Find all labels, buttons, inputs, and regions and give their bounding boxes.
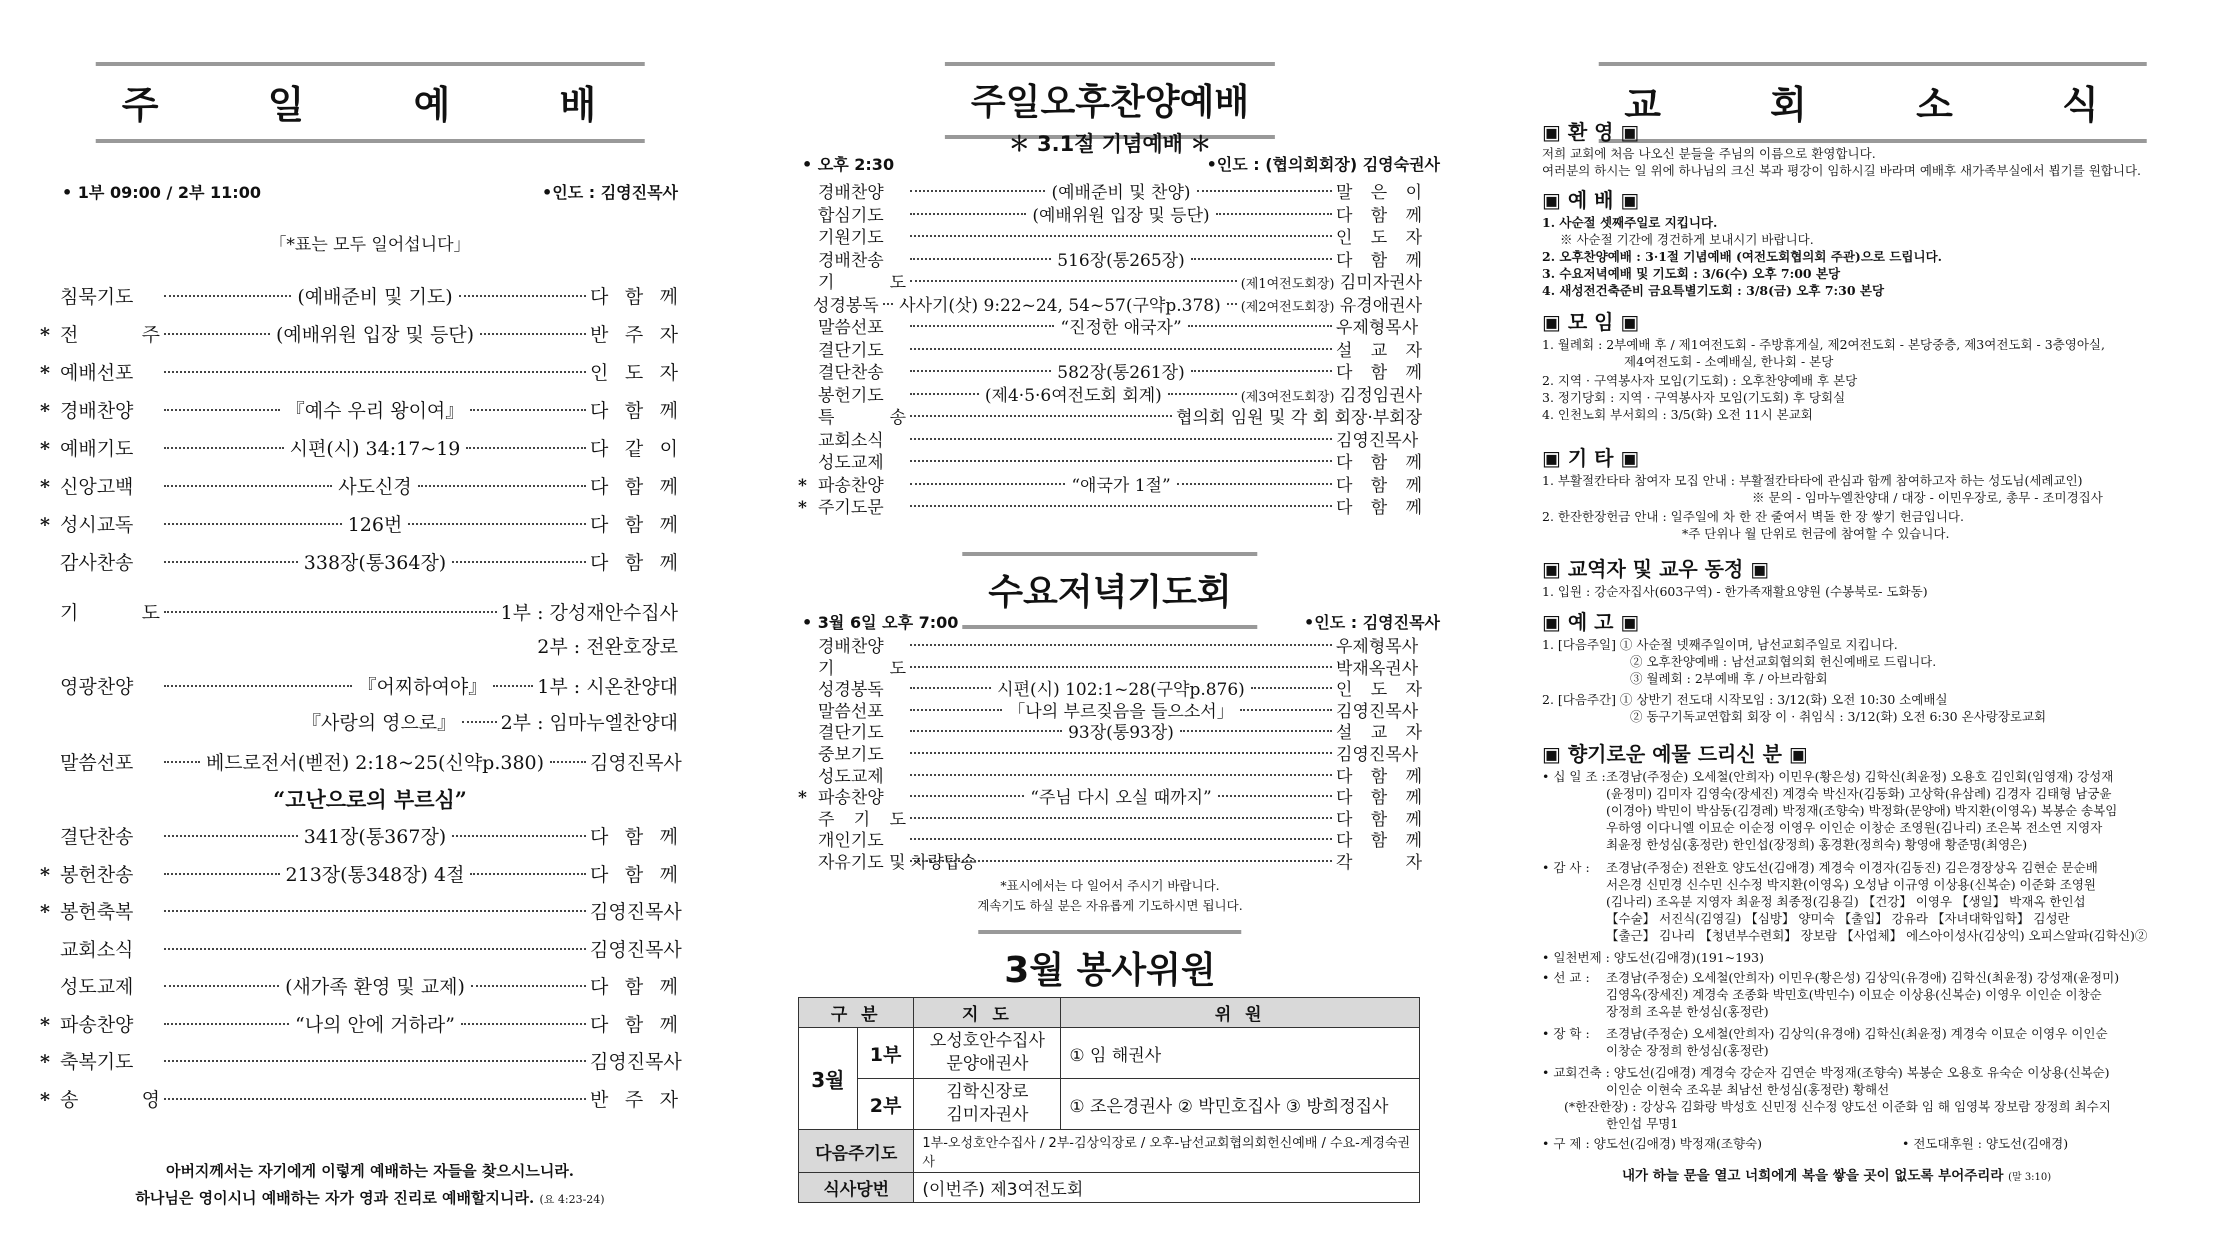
order-person: 각 자	[1336, 853, 1422, 873]
order-detail: 『예수 우리 왕이여』	[285, 400, 465, 422]
order-row	[798, 848, 1422, 873]
order-label: 축복기도	[60, 1051, 134, 1073]
news-line: 2. 오후찬양예배 : 3·1절 기념예배 (여전도회협의회 주관)으로 드립니다.	[1542, 249, 1943, 264]
order-person: 김영진목사	[590, 1051, 682, 1073]
order-label: 경배찬양	[818, 183, 884, 203]
order-label: 기 도	[818, 273, 906, 293]
order-person: 다 함 께	[590, 400, 678, 422]
order-label: 예배선포	[60, 362, 134, 384]
order-label: 결단찬송	[818, 363, 884, 383]
order-row	[40, 510, 678, 537]
news-line: 조경남(주정순) 오세철(안희자) 김상익(유경애) 김학신(최윤정) 계경숙 이묘순 이영우 이인순	[1606, 1026, 2108, 1041]
news-verse-ref: (말 3:10)	[2008, 1172, 2052, 1183]
order-person: 다 함 께	[590, 476, 679, 498]
news-line: 1. [다음주일] ① 사순절 넷째주일이며, 남선교회주일로 지킵니다.	[1542, 637, 1898, 652]
news-line: • 십 일 조 :	[1542, 769, 1606, 784]
order-person: 우제형목사	[1336, 637, 1419, 657]
order-person: 김영진목사	[590, 938, 682, 961]
order-person: 다 함 께	[590, 826, 679, 848]
order-row-choir-2	[300, 708, 678, 735]
choir-first: 1부 : 시온찬양대	[537, 676, 678, 698]
table-row: 2부 김학신장로 김미자권사 ① 조은경권사 ② 박민호집사 ③ 방희정집사	[799, 1079, 1420, 1130]
stand-mark: *	[40, 1051, 50, 1073]
order-detail: “진정한 애국자”	[1060, 318, 1182, 338]
news-line: 제4여전도회 - 소예배실, 한나회 - 본당	[1624, 354, 1834, 369]
order-label: 송 영	[60, 1088, 160, 1111]
order-label: 말씀선포	[818, 701, 884, 722]
news-line: 우하영 이다니엘 이묘순 이순정 이영우 이인순 이창순 조영원(김나리) 조은복 전소연 지영자	[1606, 820, 2103, 835]
order-row	[40, 935, 682, 962]
news-line: *주 단위나 월 단위로 헌금에 참여할 수 있습니다.	[1682, 526, 1950, 541]
order-row	[40, 282, 678, 309]
news-line: 1. 부활절칸타타 참여자 모집 안내 : 부활절칸타타에 관심과 함께 참여하고자 하는 성도님(세례교인)	[1542, 473, 2083, 488]
order-person: 다 함 께	[590, 863, 678, 886]
order-label: 기 도	[818, 658, 906, 679]
order-person: 다 함 께	[590, 1013, 679, 1036]
news-line: ② 동구기독교연합회 회장 이 · 취임식 : 3/12(화) 오전 6:30 온사랑장로교회	[1630, 709, 2047, 724]
stand-mark: *	[40, 324, 50, 346]
news-line: (윤정미) 김미자 김영숙(장세진) 계경숙 박신자(김동화) 고상학(유삼례) 김경자 김태형 남궁윤	[1606, 786, 2112, 801]
order-row	[798, 381, 1422, 406]
order-detail: 사사기(삿) 9:22~24, 54~57(구약p.378)	[899, 295, 1221, 316]
order-detail: 사도신경	[338, 476, 412, 498]
order-row-prayer	[40, 598, 678, 625]
order-label: 경배찬양	[818, 637, 884, 657]
order-row	[798, 291, 1422, 316]
news-line: • 교회건축 : 양도선(김애경) 계경숙 강순자 김연순 박정재(조향숙) 복봉순 오용호 유숙순 이상용(신복순)	[1542, 1065, 2110, 1080]
order-row	[798, 493, 1422, 518]
order-detail: “주님 다시 오실 때까지”	[1030, 788, 1212, 809]
order-label: 자유기도 및 차량탑승	[818, 853, 977, 873]
sermon-preacher: 김영진목사	[590, 752, 682, 774]
order-row	[40, 1010, 678, 1037]
order-label: 말씀선포	[818, 318, 884, 338]
order-person: (제2여전도회장) 유경애권사	[1240, 295, 1422, 316]
order-label: 성도교제	[60, 976, 134, 998]
order-label: 봉헌축복	[60, 901, 134, 923]
servers-table	[798, 997, 1420, 1203]
order-person: 다 함 께	[1336, 453, 1422, 473]
order-label: 성도교제	[818, 453, 884, 473]
news-line: (*한잔한장) : 강상옥 김화랑 박성호 신민정 신수정 양도선 이준화 임 해 임영복 장보람 장정희 최수지	[1564, 1099, 2111, 1114]
order-person: 말 은 이	[1336, 183, 1422, 203]
order-detail: 213장(통348장) 4절	[285, 863, 465, 886]
order-label: 결단기도	[818, 723, 884, 744]
order-label: 봉헌기도	[818, 385, 884, 406]
order-row	[798, 201, 1422, 226]
order-detail: 시편(시) 102:1~28(구약p.876)	[997, 680, 1245, 701]
order-person: 박재옥권사	[1336, 658, 1419, 679]
order-row	[40, 548, 678, 575]
order-row	[798, 246, 1422, 271]
sermon-title: “고난으로의 부르심”	[273, 787, 467, 812]
news-line: 조경남(주정순) 오세철(안희자) 이민우(황은성) 김상익(유경애) 김학신(최윤정) 강성재(윤정미)	[1606, 970, 2120, 985]
order-person: 설 교 자	[1336, 340, 1422, 361]
order-person: 인 도 자	[1336, 680, 1422, 701]
order-row	[40, 1047, 682, 1074]
news-line: 조경남(주정순) 전완호 양도선(김애경) 계경숙 이경자(김동진) 김은경장상옥 김현순 문순배	[1606, 860, 2098, 875]
news-line: (이경아) 박민이 박삼동(김경례) 박정재(조향숙) 박정화(문양애) 박지환(이영옥) 복봉순 송복임	[1606, 803, 2118, 818]
news-line: 김영옥(장세진) 계경숙 조종화 박민호(박민수) 이묘순 이상용(신복순) 이영우 이인순 이창순	[1606, 987, 2102, 1002]
news-line: ※ 사순절 기간에 경건하게 보내시기 바랍니다.	[1560, 232, 1814, 247]
order-detail: 시편(시) 34:17~19	[289, 438, 461, 460]
order-person: 다 함 께	[1336, 766, 1422, 787]
news-line: (김나리) 조옥분 지영자 최윤정 최종정(김용길) 【건강】 이영우 【생일】 박재옥 한인섭	[1606, 894, 2086, 909]
news-line: • 선 교 :	[1542, 970, 1590, 985]
order-label: 개인기도	[818, 831, 884, 852]
news-line: • 감 사 :	[1542, 860, 1590, 875]
news-line: 4. 새성전건축준비 금요특별기도회 : 3/8(금) 오후 7:30 본당	[1542, 283, 1885, 298]
order-row	[798, 336, 1422, 361]
closing-verse-2: 하나님은 영이시니 예배하는 자가 영과 진리로 예배할지니라. (요 4:23-24)	[135, 1189, 605, 1207]
order-label: 주 기 도	[818, 809, 906, 830]
order-label: 성경봉독	[818, 680, 884, 701]
wednesday-note-2: 계속기도 하실 분은 자유롭게 기도하시면 됩니다.	[977, 898, 1243, 913]
news-line: • 구 제 : 양도선(김애경) 박정재(조향숙)	[1542, 1136, 1763, 1151]
stand-mark: *	[798, 475, 807, 496]
news-line: 2. [다음주간] ① 상반기 전도대 시작모임 : 3/12(화) 오전 10:30 소예배실	[1542, 692, 1948, 707]
order-label: 전 주	[60, 324, 160, 346]
afternoon-time: • 오후 2:30	[802, 155, 895, 174]
order-label: 신앙고백	[60, 476, 134, 498]
order-row	[798, 178, 1422, 203]
news-line: 한인섭 무명1	[1606, 1116, 1679, 1131]
news-line: ③ 월례회 : 2부예배 후 / 아브라함회	[1630, 671, 1828, 686]
order-label: 합심기도	[818, 205, 884, 226]
order-person: 다 함 께	[1336, 809, 1422, 830]
order-person: 다 함 께	[1336, 788, 1422, 809]
afternoon-worship-title: 주일오후찬양예배	[945, 62, 1275, 139]
news-line: 3. 수요저녁예배 및 기도회 : 3/6(수) 오후 7:00 본당	[1542, 266, 1841, 281]
order-detail: (예배위원 입장 및 등단)	[1032, 205, 1210, 226]
afternoon-subtitle: ＊ 3.1절 기념예배 ＊	[1008, 132, 1212, 156]
prayer-second: 2부 : 전완호장로	[537, 636, 678, 658]
service-times: • 1부 09:00 / 2부 11:00	[62, 183, 261, 202]
sunday-worship-title: 주 일 예 배	[96, 62, 645, 143]
order-label: 교회소식	[60, 938, 134, 961]
news-line: ② 오후찬양예배 : 남선교회협의회 헌신예배로 드립니다.	[1630, 654, 1937, 669]
news-line: 【수술】 서진식(김영길) 【심방】 양미숙 【출입】 강유라 【자녀대학입학】 김성란	[1606, 911, 2070, 926]
order-row	[40, 472, 678, 499]
news-line: 이인순 이현숙 조옥분 최남선 한성심(홍정란) 황해선	[1606, 1082, 1890, 1097]
order-label: 경배찬양	[60, 400, 134, 422]
order-row	[798, 403, 1422, 428]
order-row	[40, 972, 678, 999]
news-line: • 전도대후원 : 양도선(김애경)	[1902, 1136, 2069, 1151]
news-line: 4. 인천노회 부서회의 : 3/5(화) 오전 11시 본교회	[1542, 407, 1813, 422]
order-label: 파송찬양	[60, 1013, 134, 1036]
order-label: 주기도문	[818, 498, 884, 518]
sermon-scripture: 베드로전서(벧전) 2:18~25(신약p.380)	[205, 752, 545, 774]
stand-mark: *	[40, 400, 50, 422]
order-person: (제1여전도회장) 김미자권사	[1240, 273, 1422, 293]
wednesday-note-1: *표시에서는 다 일어서 주시기 바랍니다.	[1000, 878, 1220, 893]
order-person: 우제형목사	[1336, 318, 1419, 338]
news-line: • 장 학 :	[1542, 1026, 1590, 1041]
order-label: 성시교독	[60, 514, 134, 536]
order-detail: (제4·5·6여전도회 회계)	[984, 385, 1162, 406]
order-detail: (예배준비 및 찬양)	[1051, 183, 1191, 203]
stand-mark: *	[40, 1013, 50, 1036]
order-person: 다 함 께	[1336, 363, 1422, 383]
order-label: 파송찬양	[818, 788, 884, 809]
march-servers-title: 3월 봉사위원	[978, 930, 1241, 1007]
news-line: 최윤정 한성심(홍정란) 한인섭(장정희) 홍경환(정희숙) 황영애 황준명(최영은)	[1606, 837, 2028, 852]
order-detail: 582장(통261장)	[1057, 363, 1185, 383]
news-section-heading: ▣ 예 배 ▣	[1542, 188, 1640, 212]
order-person: 협의회 임원 및 각 회 회장·부회장	[1176, 408, 1422, 428]
news-line: 1. 월례회 : 2부예배 후 / 제1여전도회 - 주방휴게실, 제2여전도회 - 본당중층, 제3여전도회 - 3층영아실,	[1542, 337, 2105, 352]
order-person: 김영진목사	[1336, 430, 1419, 451]
order-person: 다 함 께	[1336, 475, 1423, 496]
news-closing-verse: 내가 하늘 문을 열고 너희에게 복을 쌓을 곳이 없도록 부어주리라 (말 3:10)	[1622, 1168, 2052, 1184]
order-person: 인 도 자	[590, 362, 678, 384]
sunday-worship-column	[0, 0, 740, 1240]
order-person: 인 도 자	[1336, 228, 1422, 248]
choir-song-first: 『어찌하여야』	[357, 676, 488, 698]
news-section-heading: ▣ 모 임 ▣	[1542, 310, 1640, 334]
order-row	[40, 434, 678, 461]
stand-mark: *	[798, 788, 807, 809]
order-row	[798, 426, 1422, 451]
order-person: 다 함 께	[590, 286, 679, 308]
servers-table-header: 구 분 지 도 위 원	[799, 998, 1420, 1028]
order-row	[40, 860, 678, 887]
order-person: 김영진목사	[590, 901, 682, 923]
news-line: 조경남(주정순) 오세철(안희자) 이민우(황은성) 김학신(최윤정) 오용호 김인회(임영재) 강성재	[1606, 769, 2114, 784]
afternoon-worship-column	[780, 0, 1440, 1240]
order-detail: 516장(통265장)	[1057, 250, 1185, 271]
order-person: 설 교 자	[1336, 723, 1423, 744]
order-row	[798, 448, 1422, 473]
news-line: • 일천번제 : 양도선(김애경)(191~193)	[1542, 950, 1764, 965]
order-label: 감사찬송	[60, 552, 134, 574]
choir-song-second: 『사랑의 영으로』	[302, 712, 457, 734]
afternoon-leader: •인도 : (협의회회장) 김영숙권사	[1206, 155, 1440, 174]
order-detail: 93장(통93장)	[1068, 723, 1174, 744]
prayer-first: 1부 : 강성재안수집사	[500, 602, 678, 624]
order-label: 결단기도	[818, 340, 884, 361]
news-line: 1. 입원 : 강순자집사(603구역) - 한가족재활요양원 (수봉북로- 도화동)	[1542, 584, 1928, 599]
order-label: 파송찬양	[818, 475, 884, 496]
order-label: 결단찬송	[60, 826, 134, 848]
stand-mark: *	[40, 1088, 50, 1111]
order-row	[40, 396, 678, 423]
news-line: 2. 한잔한장헌금 안내 : 일주일에 차 한 잔 줄여서 벽돌 한 장 쌓기 헌금입니다.	[1542, 509, 1964, 524]
closing-verse-1: 아버지께서는 자기에게 이렇게 예배하는 자들을 찾으시느니라.	[165, 1162, 575, 1180]
stand-mark: *	[40, 514, 50, 536]
choir-second: 2부 : 임마누엘찬양대	[500, 712, 678, 734]
order-row-sermon	[40, 748, 682, 775]
order-person: 반 주 자	[590, 1088, 678, 1111]
order-row	[40, 358, 678, 385]
wednesday-time: • 3월 6일 오후 7:00	[802, 613, 959, 632]
order-row	[40, 1085, 678, 1112]
order-detail: (예배위원 입장 및 등단)	[275, 324, 475, 346]
table-row: 3월 1부 오성호안수집사 문양애권사 ① 임 해권사	[799, 1028, 1420, 1079]
order-label: 성도교제	[818, 766, 884, 787]
order-person: 김영진목사	[1336, 745, 1419, 765]
church-news-title: 교 회 소 식	[1598, 62, 2147, 143]
order-row	[40, 897, 682, 924]
news-line: 3. 정기당회 : 지역 · 구역봉사자 모임(기도회) 후 당회실	[1542, 390, 1846, 405]
order-row	[798, 268, 1422, 293]
stand-mark: *	[40, 476, 50, 498]
order-row	[798, 223, 1422, 248]
news-line: ※ 문의 - 임마누엘찬양대 / 대장 - 이민우장로, 총무 - 조미경집사	[1752, 490, 2103, 505]
order-detail: “애국가 1절”	[1071, 475, 1171, 496]
news-section-heading: ▣ 교역자 및 교우 동정 ▣	[1542, 557, 1770, 581]
stand-mark: *	[798, 498, 807, 518]
order-label: 기 도	[60, 602, 160, 624]
stand-mark: *	[40, 901, 50, 923]
news-line: 【출근】 김나리 【청년부수련회】 장보람 【사업체】 에스아이성사(김상익) 오피스알파(김학신)②	[1606, 928, 2148, 943]
stand-mark: *	[40, 438, 50, 460]
news-line: 여러분의 하시는 일 위에 하나님의 크신 복과 평강이 임하시길 바라며 예배후 새가족부실에서 뵙기를 원합니다.	[1542, 163, 2142, 178]
order-label: 말씀선포	[60, 752, 134, 774]
order-label: 경배찬송	[818, 250, 884, 271]
order-label: 성경봉독	[813, 295, 879, 316]
stand-note: 「*표는 모두 일어섭니다」	[269, 235, 471, 255]
order-label: 영광찬양	[60, 676, 134, 698]
news-line: 장정희 조옥분 한성심(홍정란)	[1606, 1004, 1769, 1019]
order-label: 봉헌찬송	[60, 863, 134, 886]
order-label: 특 송	[818, 408, 906, 428]
stand-mark: *	[40, 863, 50, 886]
order-person: 다 같 이	[590, 438, 678, 460]
news-section-heading: ▣ 환 영 ▣	[1542, 120, 1640, 144]
order-detail: (새가족 환영 및 교제)	[285, 976, 465, 998]
order-detail: 126번	[347, 514, 403, 536]
order-row	[798, 358, 1422, 383]
news-section-heading: ▣ 기 타 ▣	[1542, 446, 1640, 470]
order-row	[40, 320, 678, 347]
worship-leader: •인도 : 김영진목사	[542, 183, 678, 202]
news-line: 서은경 신민경 신수민 신수정 박지환(이영옥) 오성남 이규영 이상용(신복순) 이준화 조영원	[1606, 877, 2096, 892]
closing-verse-ref: (요 4:23-24)	[539, 1193, 605, 1206]
order-row-prayer-2	[537, 632, 678, 659]
order-label: 중보기도	[818, 745, 884, 765]
order-detail: 「나의 부르짖음을 들으소서」	[1008, 701, 1234, 722]
order-label: 교회소식	[818, 430, 884, 451]
order-person: 다 함 께	[590, 514, 678, 536]
order-row-choir	[40, 672, 678, 699]
order-row	[40, 822, 678, 849]
news-line: 2. 지역 · 구역봉사자 모임(기도회) : 오후찬양예배 후 본당	[1542, 373, 1858, 388]
order-person: 다 함 께	[1336, 250, 1422, 271]
order-row	[798, 471, 1422, 496]
stand-mark: *	[40, 362, 50, 384]
order-person: 다 함 께	[590, 552, 679, 574]
church-news-body	[1542, 116, 2212, 1236]
church-news-column	[1530, 0, 2215, 1240]
order-person: 다 함 께	[1336, 205, 1422, 226]
table-row: 다음주기도 1부-오성호안수집사 / 2부-김상익장로 / 오후-남선교회협의회헌신예배 / 수요-계경숙권사	[799, 1130, 1420, 1173]
order-detail: 338장(통364장)	[303, 552, 447, 574]
order-label: 기원기도	[818, 228, 884, 248]
order-person: 다 함 께	[1336, 498, 1422, 518]
table-row: 식사당번 (이번주) 제3여전도회	[799, 1173, 1420, 1203]
order-person: 김영진목사	[1336, 701, 1419, 722]
wednesday-prayer-title: 수요저녁기도회	[962, 552, 1257, 629]
order-person: 반 주 자	[590, 324, 679, 346]
order-person: (제3여전도회장) 김정임권사	[1240, 385, 1423, 406]
news-line: 이창순 장정희 한성심(홍정란)	[1606, 1043, 1769, 1058]
order-label: 예배기도	[60, 438, 134, 460]
wednesday-leader: •인도 : 김영진목사	[1304, 613, 1440, 632]
order-label: 침묵기도	[60, 286, 134, 308]
news-line: 1. 사순절 셋째주일로 지킵니다.	[1542, 215, 1718, 230]
order-row	[798, 313, 1422, 338]
order-detail: “나의 안에 거하라”	[295, 1013, 455, 1036]
news-line: 저희 교회에 처음 나오신 분들을 주님의 이름으로 환영합니다.	[1542, 146, 1876, 161]
order-detail: 341장(통367장)	[303, 826, 447, 848]
news-section-heading: ▣ 예 고 ▣	[1542, 610, 1640, 634]
news-section-heading: ▣ 향기로운 예물 드리신 분 ▣	[1542, 742, 1808, 766]
order-person: 다 함 께	[590, 976, 678, 998]
order-detail: (예배준비 및 기도)	[297, 286, 453, 308]
order-person: 다 함 께	[1336, 831, 1422, 852]
